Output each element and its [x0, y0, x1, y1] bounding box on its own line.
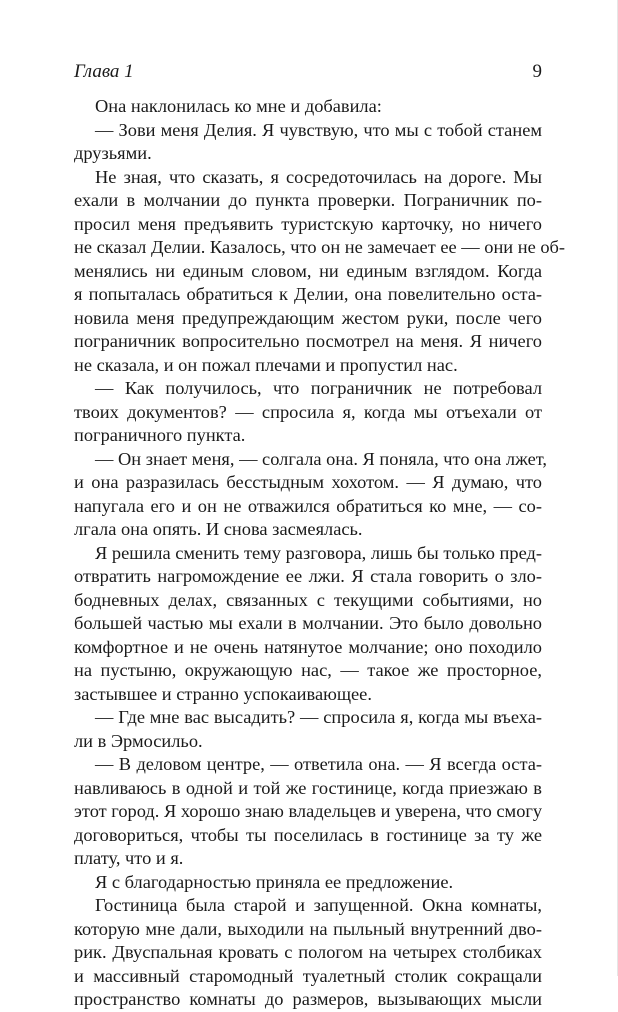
- text-line: пространство комнаты до размеров, вызывающих мысли: [74, 989, 542, 1009]
- text-line: договориться, чтобы ты поселилась в гостинице за ту же: [74, 824, 542, 845]
- text-line: которую мне дали, выходили на пыльный внутренний дво-: [74, 918, 542, 939]
- text-line: комфортное и не очень натянутое молчание; оно походило: [74, 636, 542, 657]
- text-line: — Он знает меня, — солгала она. Я поняла, что она лжет,: [95, 448, 547, 469]
- text-line: застывшее и странно успокаивающее.: [74, 683, 372, 704]
- text-line: Я с благодарностью приняла ее предложение.: [95, 871, 454, 892]
- text-line: просил меня предъявить туристскую карточку, но ничего: [74, 213, 542, 234]
- text-line: и она разразилась бесстыдным хохотом. — Я думаю, что: [74, 472, 542, 492]
- text-line: твоих документов? — спросила я, когда мы отъехали от: [74, 401, 542, 422]
- paragraph: [74, 871, 542, 895]
- paragraph: [74, 95, 542, 119]
- text-line: я попыталась обратиться к Делии, она повелительно оста-: [74, 284, 542, 304]
- text-line: этот город. Я хорошо знаю владельцев и уверена, что смогу: [74, 801, 543, 821]
- text-line: большей частью мы ехали в молчании. Это было довольно: [74, 613, 542, 633]
- page-number: 9: [532, 61, 542, 82]
- text-line: Она наклонилась ко мне и добавила:: [95, 96, 382, 116]
- text-line: — В деловом центре, — ответила она. — Я всегда оста-: [95, 754, 542, 774]
- text-line: Гостиница была старой и запущенной. Окна комнаты,: [95, 895, 542, 915]
- text-line: лгала она опять. И снова засмеялась.: [74, 519, 363, 539]
- text-line: — Где мне вас высадить? — спросила я, когда мы въеха-: [95, 707, 542, 727]
- paragraph: [74, 706, 542, 753]
- text-line: и массивный старомодный туалетный столик сокращали: [74, 965, 542, 986]
- text-line: ехали в молчании до пункта проверки. Пограничник по-: [74, 190, 542, 210]
- text-line: — Зови меня Делия. Я чувствую, что мы с тобой станем: [95, 119, 542, 140]
- text-line: друзьями.: [74, 143, 152, 163]
- paragraph: [74, 753, 542, 871]
- text-line: плату, что и я.: [74, 848, 184, 868]
- running-head: [74, 59, 542, 85]
- text-line: менялись ни единым словом, ни единым взглядом. Когда: [74, 260, 542, 281]
- text-line: напугала его и он не отважился обратиться ко мне, — со-: [74, 495, 542, 516]
- paragraph: [74, 377, 542, 448]
- text-line: пограничного пункта.: [74, 425, 246, 445]
- text-line: не сказала, и он пожал плечами и пропустил нас.: [74, 354, 458, 375]
- text-line: пограничник вопросительно посмотрел на меня. Я ничего: [74, 331, 542, 351]
- text-line: Не зная, что сказать, я сосредоточилась на дороге. Мы: [95, 166, 542, 187]
- text-line: отвратить нагромождение ее лжи. Я стала говорить о зло-: [74, 566, 542, 586]
- paragraph: [74, 166, 566, 378]
- text-line: Я решила сменить тему разговора, лишь бы только пред-: [95, 542, 542, 563]
- text-line: — Как получилось, что пограничник не потребовал: [95, 378, 542, 398]
- text-line: не сказал Делии. Казалось, что он не замечает ее — они не об-: [74, 237, 566, 257]
- paragraph: [74, 542, 542, 707]
- paragraph: [74, 894, 542, 1012]
- chapter-label: Глава 1: [74, 61, 134, 82]
- paragraph: [74, 119, 542, 166]
- text-line: новила меня предупреждающим жестом руки, после чего: [74, 307, 542, 328]
- text-line: бодневных делах, связанных с текущими событиями, но: [74, 589, 542, 610]
- text-line: рик. Двуспальная кровать с пологом на четырех столбиках: [74, 942, 542, 962]
- text-line: ли в Эрмосильо.: [74, 730, 203, 751]
- body-text: [74, 95, 566, 1012]
- text-line: на пустыню, окружающую нас, — такое же просторное,: [74, 660, 542, 680]
- paragraph: [74, 448, 547, 542]
- text-line: навливаюсь в одной и той же гостинице, когда приезжаю в: [74, 777, 542, 798]
